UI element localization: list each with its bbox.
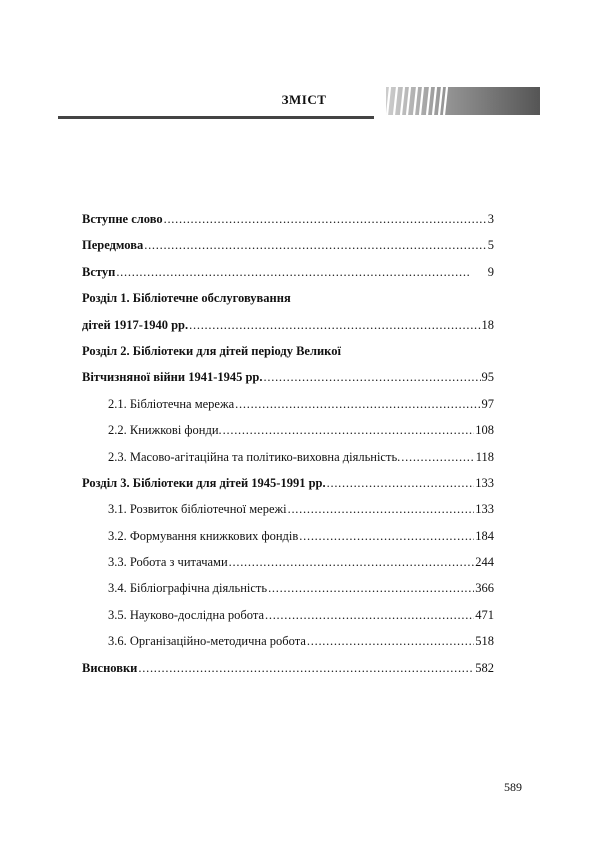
toc-dot-leader xyxy=(229,549,475,575)
toc-dot-leader xyxy=(189,312,480,338)
toc-entry xyxy=(82,575,494,601)
toc-entry-page: 366 xyxy=(475,581,494,596)
toc-dot-leader xyxy=(264,364,481,390)
page-number: 589 xyxy=(504,780,522,794)
toc-entry-page: 118 xyxy=(475,449,494,464)
toc-entry-title: Розділ 1. Бібліотечне обслуговування xyxy=(82,291,291,306)
toc-entry xyxy=(82,391,494,417)
toc-entry-title: Вступне слово xyxy=(82,212,163,226)
toc-entry-page: 184 xyxy=(475,528,494,543)
toc-dot-leader xyxy=(401,444,474,470)
toc-entry-title: 3.3. Робота з читачами xyxy=(108,555,228,570)
toc-dot-leader xyxy=(265,602,474,628)
toc-entry-title: Передмова xyxy=(82,238,144,253)
toc-entry xyxy=(82,206,494,232)
toc-entry xyxy=(82,470,494,496)
toc-entry-page: 5 xyxy=(487,238,494,253)
toc-entry-page: 471 xyxy=(475,607,494,622)
toc-entry xyxy=(82,312,494,338)
toc-entry-page: 108 xyxy=(475,423,494,438)
toc-entry-title: Розділ 3. Бібліотеки для дітей 1945-1991 рр. xyxy=(82,475,326,490)
table-of-contents xyxy=(82,206,494,681)
toc-entry-page: 244 xyxy=(475,555,494,570)
toc-entry xyxy=(82,549,494,575)
toc-entry-page: 97 xyxy=(481,396,494,411)
toc-entry-title: Розділ 2. Бібліотеки для дітей періоду Великої xyxy=(82,343,341,358)
toc-entry-title: 3.2. Формування книжкових фондів xyxy=(108,528,299,543)
toc-entry xyxy=(82,628,494,654)
toc-entry-page: 9 xyxy=(487,264,494,279)
toc-entry xyxy=(82,364,494,390)
toc-dot-leader xyxy=(299,523,474,549)
toc-entry-title: 2.3. Масово-агітаційна та політико-виховна діяльність. xyxy=(108,449,401,464)
toc-entry xyxy=(82,523,494,549)
header-stripes-ornament xyxy=(384,87,540,115)
toc-dot-leader xyxy=(235,391,480,417)
toc-dot-leader xyxy=(116,259,486,285)
toc-dot-leader xyxy=(164,206,487,232)
toc-entry-title: Висновки xyxy=(82,660,138,675)
toc-entry-title: 3.5. Науково-дослідна робота xyxy=(108,607,264,622)
header-rule xyxy=(58,116,374,119)
toc-entry xyxy=(82,285,494,311)
toc-entry-page: 95 xyxy=(481,370,494,385)
toc-entry xyxy=(82,496,494,522)
toc-entry-page: 582 xyxy=(475,660,494,675)
toc-entry-page: 518 xyxy=(475,634,494,649)
toc-entry-title: 3.1. Розвиток бібліотечної мережі xyxy=(108,502,287,517)
toc-entry-title: дітей 1917-1940 рр. xyxy=(82,317,189,332)
toc-entry-title: Вступ xyxy=(82,264,116,279)
header-title: ЗМІСТ xyxy=(281,92,327,107)
toc-entry xyxy=(82,232,494,258)
toc-entry xyxy=(82,444,494,470)
toc-entry xyxy=(82,417,494,443)
toc-entry xyxy=(82,602,494,628)
toc-dot-leader xyxy=(144,232,487,258)
toc-entry-page: 133 xyxy=(475,475,494,490)
toc-entry-page: 18 xyxy=(481,317,494,332)
toc-entry-page: 133 xyxy=(475,502,494,517)
toc-dot-leader xyxy=(288,496,475,522)
toc-dot-leader xyxy=(268,575,474,601)
toc-entry-title: 3.4. Бібліографічна діяльність xyxy=(108,581,268,596)
toc-dot-leader xyxy=(223,417,475,443)
toc-entry xyxy=(82,655,494,681)
toc-dot-leader xyxy=(327,470,475,496)
toc-entry-title: 2.1. Бібліотечна мережа xyxy=(108,396,235,411)
toc-entry-page: 3 xyxy=(487,212,494,226)
toc-entry xyxy=(82,259,494,285)
toc-entry-title: Вітчизняної війни 1941-1945 рр. xyxy=(82,370,263,385)
toc-dot-leader xyxy=(307,628,474,654)
toc-entry-title: 3.6. Організаційно-методична робота xyxy=(108,634,306,649)
toc-entry xyxy=(82,338,494,364)
toc-dot-leader xyxy=(138,655,474,681)
toc-entry-title: 2.2. Книжкові фонди. xyxy=(108,423,222,438)
